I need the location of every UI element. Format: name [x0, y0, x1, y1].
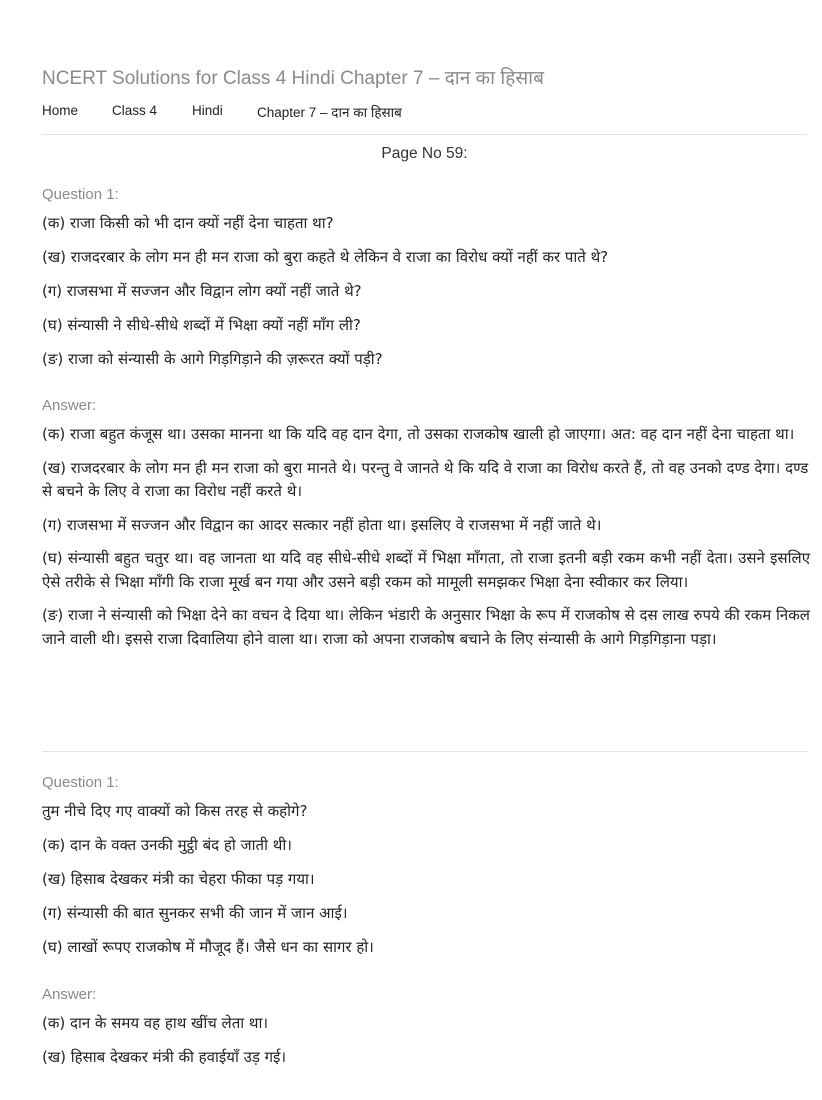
breadcrumb-class[interactable]: Class 4: [112, 103, 158, 118]
question-item: (ख) राजदरबार के लोग मन ही मन राजा को बुरा कहते थे लेकिन वे राजा का विरोध क्यों नहीं कर पाते थे?: [42, 248, 609, 266]
question-section-2: [42, 774, 810, 970]
breadcrumb-subject[interactable]: Hindi: [192, 103, 223, 118]
question-item: (क) दान के वक्त उनकी मुट्ठी बंद हो जाती थी।: [42, 836, 292, 854]
question-item: (ख) हिसाब देखकर मंत्री का चेहरा फीका पड़ गया।: [42, 870, 315, 888]
answer-item: (ख) राजदरबार के लोग मन ही मन राजा को बुरा मानते थे। परन्तु वे जानते थे कि यदि वे राजा का विरोध करते हैं, तो वह उनको दण्ड देगा। दण्ड से बचने के लिए वे राजा का विरोध नहीं करते थे।: [42, 458, 809, 500]
answer-label: Answer:: [42, 986, 97, 1003]
breadcrumb-home[interactable]: Home: [42, 103, 79, 118]
question-item: (ग) संन्यासी की बात सुनकर सभी की जान में जान आई।: [42, 904, 348, 922]
divider: [42, 134, 807, 135]
question-label: Question 1:: [42, 774, 119, 791]
question-section-1: [42, 186, 810, 382]
answer-section-2: [42, 986, 810, 1080]
question-label: Question 1:: [42, 186, 119, 203]
question-item: (ग) राजसभा में सज्जन और विद्वान लोग क्यों नहीं जाते थे?: [42, 282, 362, 300]
answer-section-1: [42, 397, 810, 661]
answer-item: (क) राजा बहुत कंजूस था। उसका मानना था कि यदि वह दान देगा, तो उसका राजकोष खाली हो जाएगा। अत: वह दान नहीं देना चाहता था।: [42, 425, 795, 443]
answer-item: (क) दान के समय वह हाथ खींच लेता था।: [42, 1014, 269, 1032]
answer-item: (ग) राजसभा में सज्जन और विद्वान का आदर सत्कार नहीं होता था। इसलिए वे राजसभा में नहीं जाते थे।: [42, 515, 602, 534]
answer-item: (ङ) राजा ने संन्यासी को भिक्षा देने का वचन दे दिया था। लेकिन भंडारी के अनुसार भिक्षा के रूप में राजकोष से दस लाख रुपये की रकम निकल जाने वाली थी। इससे राजा दिवालिया होने वाला था। राजा को अपना राजकोष बचाने के लिए संन्यासी के आगे गिड़गिड़ाना पड़ा।: [42, 606, 810, 648]
question-item: (घ) लाखों रूपए राजकोष में मौजूद हैं। जैसे धन का सागर हो।: [42, 938, 374, 956]
question-item: (ङ) राजा को संन्यासी के आगे गिड़गिड़ाने की ज़रूरत क्यों पड़ी?: [42, 350, 383, 368]
question-item: (घ) संन्यासी ने सीधे-सीधे शब्दों में भिक्षा क्यों नहीं माँग ली?: [42, 316, 361, 334]
breadcrumb: [42, 103, 807, 123]
question-intro: तुम नीचे दिए गए वाक्यों को किस तरह से कहोगे?: [42, 802, 308, 820]
divider: [42, 751, 807, 752]
answer-label: Answer:: [42, 397, 97, 414]
answer-item: (घ) संन्यासी बहुत चतुर था। वह जानता था यदि वह सीधे-सीधे शब्दों में भिक्षा माँगता, तो राजा इतनी बड़ी रकम कभी नहीं देता। उसने इसलिए ऐसे तरीके से भिक्षा माँगी कि राजा मूर्ख बन गया और उसने बड़ी रकम को मामूली समझकर भिक्षा देना स्वीकार कर लिया।: [42, 549, 810, 591]
answer-item: (ख) हिसाब देखकर मंत्री की हवाईयाँ उड़ गई।: [42, 1048, 287, 1066]
page-number: Page No 59:: [381, 145, 468, 162]
breadcrumb-current: Chapter 7 – दान का हिसाब: [257, 105, 402, 120]
question-item: (क) राजा किसी को भी दान क्यों नहीं देना चाहता था?: [42, 214, 334, 232]
page-title: NCERT Solutions for Class 4 Hindi Chapter 7 – दान का हिसाब: [42, 68, 544, 89]
